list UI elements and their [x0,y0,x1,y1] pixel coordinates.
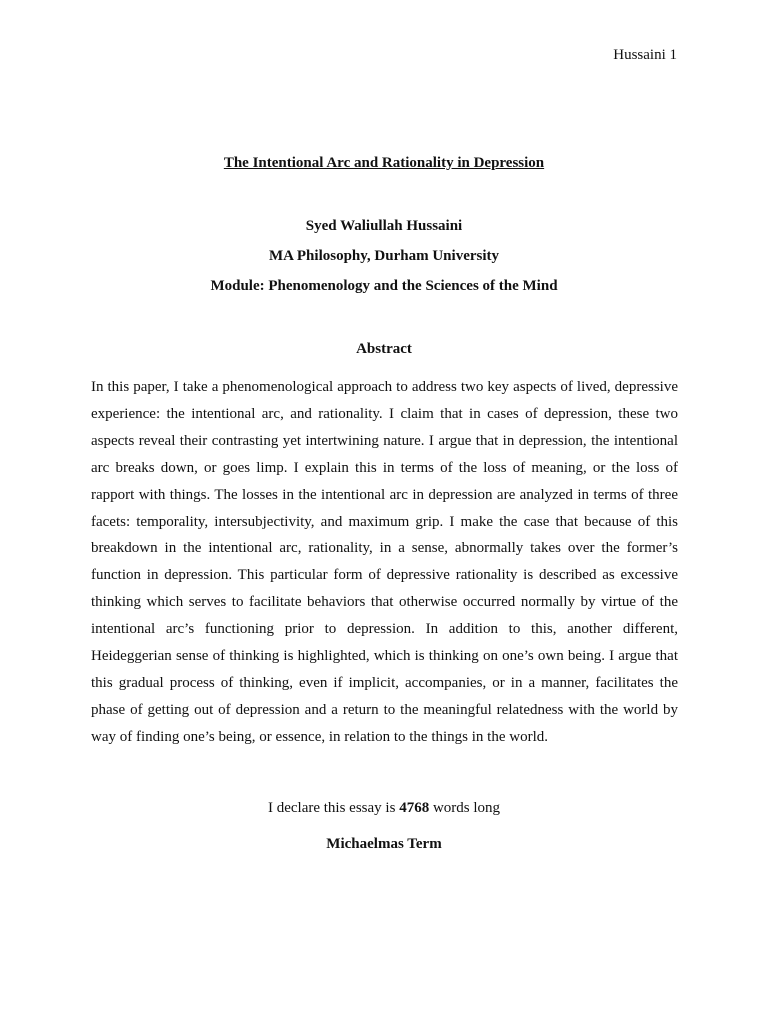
page-header-number: Hussaini 1 [613,47,677,63]
module-line: Module: Phenomenology and the Sciences of the Mind [210,278,558,294]
paper-title: The Intentional Arc and Rationality in Depression [223,155,545,171]
abstract-body: In this paper, I take a phenomenological approach to address two key aspects of lived, depressive experience: the intentional arc, and rationality. I claim that in cases of depression, these two aspects reveal their contrasting yet intertwining nature. I argue that in depression, the intentional arc breaks down, or goes limp. I explain this in terms of the loss of meaning, or the loss of rapport with things. The losses in the intentional arc in depression are analyzed in terms of three facets: temporality, intersubjectivity, and maximum grip. I make the case that because of this breakdown in the intentional arc, rationality, in a sense, abnormally takes over the former’s function in depression. This particular form of depressive rationality is described as excessive thinking which serves to facilitate behaviors that otherwise occurred normally by virtue of the intentional arc’s functioning prior to depression. In addition to this, another different, Heideggerian sense of thinking is highlighted, which is thinking on one’s own being. I argue that this gradual process of thinking, even if implicit, accompanies, or in a manner, facilitates the phase of getting out of depression and a return to the meaningful relatedness with the world by way of finding one’s being, or essence, in relation to the things in the world. [91,379,678,745]
word-count-value: 4768 [399,800,430,816]
word-count-declaration [0,800,768,817]
word-count-suffix: words long [432,800,501,816]
word-count-prefix: I declare this essay is [267,800,396,816]
degree-line: MA Philosophy, Durham University [268,248,500,264]
author-name: Syed Waliullah Hussaini [305,218,463,234]
term-label: Michaelmas Term [326,836,442,852]
abstract-heading: Abstract [356,341,412,357]
